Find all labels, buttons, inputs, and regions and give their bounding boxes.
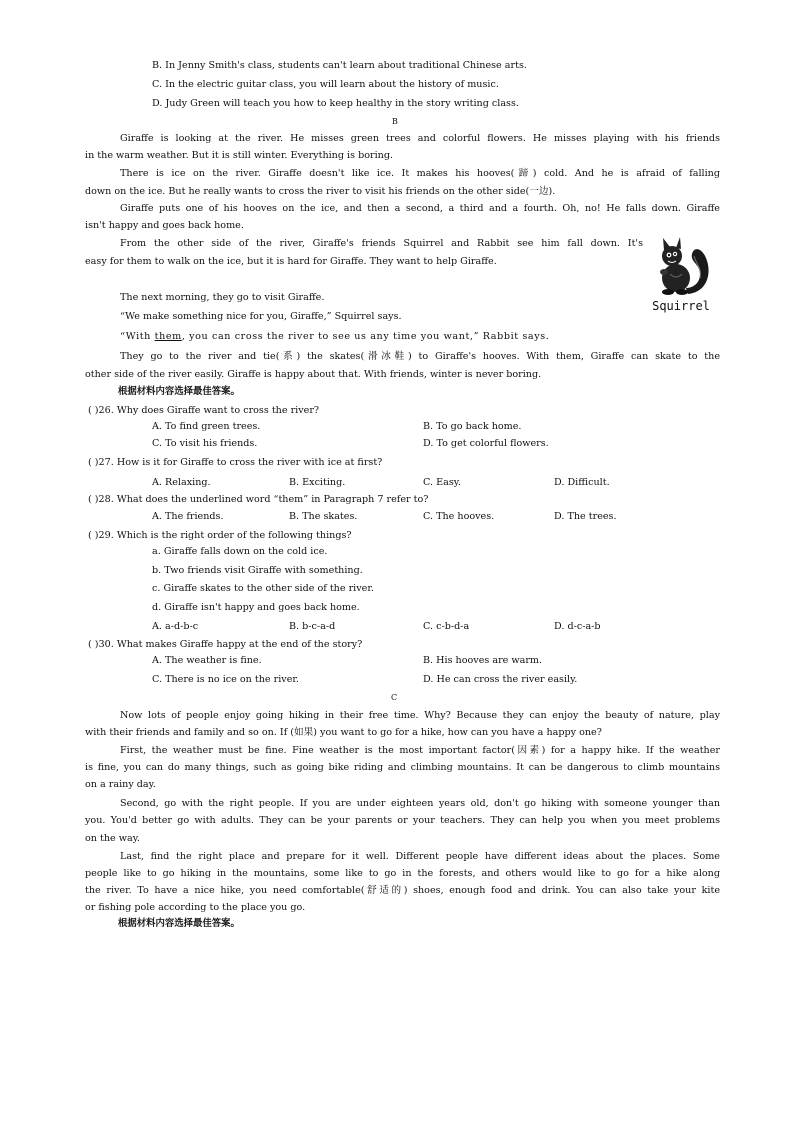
option-d: D. He can cross the river easily.: [423, 674, 578, 685]
paragraph-line: Giraffe is looking at the river. He misses green trees and colorful flowers. He misses playing with his friends: [120, 133, 720, 144]
option-d: D. d-c-a-b: [554, 621, 601, 632]
option-a: A. To find green trees.: [152, 421, 261, 432]
option-a: A. a-d-b-c: [152, 621, 199, 632]
paragraph-line: “We make something nice for you, Giraffe,” Squirrel says.: [120, 311, 402, 322]
paragraph-line: with their friends and family and so on. If (如果) you want to go for a hike, how can you have a happy one?: [85, 727, 602, 738]
option-b: B. To go back home.: [423, 421, 522, 432]
paragraph-line: you. You'd better go with adults. They can be your parents or your teachers. They can help you when you meet problems: [85, 815, 720, 826]
squirrel-icon: [650, 234, 712, 298]
paragraph-line: down on the ice. But he really wants to cross the river to visit his friends on the other side(一边).: [85, 186, 556, 197]
section-letter-c: C: [390, 693, 398, 702]
option-b: B. Exciting.: [289, 477, 346, 488]
question-stem: ( )26. Why does Giraffe want to cross the river?: [88, 405, 320, 416]
order-item: c. Giraffe skates to the other side of the river.: [152, 583, 374, 594]
paragraph-line: [120, 330, 549, 343]
option-a: A. Relaxing.: [152, 477, 211, 488]
option-d: D. The trees.: [554, 511, 617, 522]
paragraph-line: Now lots of people enjoy going hiking in their free time. Why? Because they can enjoy the beauty of nature, play: [120, 710, 720, 721]
question-stem: ( )30. What makes Giraffe happy at the end of the story?: [88, 639, 363, 650]
option-c: C. Easy.: [423, 477, 461, 488]
option-b: B. His hooves are warm.: [423, 655, 543, 666]
option-line: C. In the electric guitar class, you will learn about the history of music.: [152, 79, 499, 90]
paragraph-line: There is ice on the river. Giraffe doesn't like ice. It makes his hooves(蹄) cold. And he is afraid of falling: [120, 168, 720, 179]
question-stem: ( )28. What does the underlined word “them” in Paragraph 7 refer to?: [88, 494, 429, 505]
paragraph-line: First, the weather must be fine. Fine weather is the most important factor(因素) for a happy hike. If the weather: [120, 745, 720, 756]
paragraph-line: other side of the river easily. Giraffe is happy about that. With friends, winter is never boring.: [85, 369, 542, 380]
question-stem: ( )27. How is it for Giraffe to cross the river with ice at first?: [88, 457, 383, 468]
paragraph-line: in the warm weather. But it is still winter. Everything is boring.: [85, 150, 394, 161]
paragraph-line: people like to go hiking in the mountains, some like to go in the forests, and others would like to go for a hike along: [85, 868, 720, 879]
paragraph-line: Second, go with the right people. If you are under eighteen years old, don't go hiking with someone younger than: [120, 798, 720, 809]
option-c: C. There is no ice on the river.: [152, 674, 299, 685]
option-c: C. The hooves.: [423, 511, 495, 522]
paragraph-line: The next morning, they go to visit Giraffe.: [120, 292, 325, 303]
order-item: d. Giraffe isn't happy and goes back home.: [152, 602, 360, 613]
paragraph-line: is fine, you can do many things, such as going bike riding and climbing mountains. It can be dangerous to climb mountains: [85, 762, 720, 773]
order-item: a. Giraffe falls down on the cold ice.: [152, 546, 328, 557]
section-letter-b: B: [392, 117, 398, 126]
paragraph-line: Last, find the right place and prepare for it well. Different people have different ideas about the places. Some: [120, 851, 720, 862]
option-line: B. In Jenny Smith's class, students can't learn about traditional Chinese arts.: [152, 60, 527, 71]
paragraph-line: on a rainy day.: [85, 779, 156, 790]
paragraph-line: the river. To have a nice hike, you need comfortable(舒适的) shoes, enough food and drink. You can also take your kite: [85, 885, 720, 896]
option-d: D. To get colorful flowers.: [423, 438, 549, 449]
option-a: A. The friends.: [152, 511, 224, 522]
paragraph-line: or fishing pole according to the place you go.: [85, 902, 306, 913]
quote-open: “With: [120, 331, 155, 342]
order-item: b. Two friends visit Giraffe with something.: [152, 565, 363, 576]
question-stem: ( )29. Which is the right order of the following things?: [88, 530, 352, 541]
paragraph-line: Giraffe puts one of his hooves on the ice, and then a second, a third and a fourth. Oh, no! He falls down. Giraffe: [120, 203, 720, 214]
option-line: D. Judy Green will teach you how to keep healthy in the story writing class.: [152, 98, 519, 109]
quote-rest: , you can cross the river to see us any time you want,” Rabbit says.: [181, 331, 550, 342]
option-b: B. The skates.: [289, 511, 358, 522]
option-c: C. c-b-d-a: [423, 621, 470, 632]
option-d: D. Difficult.: [554, 477, 610, 488]
squirrel-label: Squirrel: [652, 299, 710, 313]
instruction: 根据材料内容选择最佳答案。: [118, 918, 240, 929]
paragraph-line: on the way.: [85, 833, 140, 844]
instruction: 根据材料内容选择最佳答案。: [118, 386, 240, 397]
paragraph-line: They go to the river and tie(系) the skates(滑冰鞋) to Giraffe's hooves. With them, Giraffe can skate to the: [120, 351, 720, 362]
option-c: C. To visit his friends.: [152, 438, 258, 449]
option-b: B. b-c-a-d: [289, 621, 336, 632]
paragraph-line: easy for them to walk on the ice, but it is hard for Giraffe. They want to help Giraffe.: [85, 256, 497, 267]
underlined-word-them: them: [154, 331, 182, 342]
paragraph-line: From the other side of the river, Giraffe's friends Squirrel and Rabbit see him fall down. It's: [120, 238, 643, 249]
option-a: A. The weather is fine.: [152, 655, 262, 666]
paragraph-line: isn't happy and goes back home.: [85, 220, 244, 231]
